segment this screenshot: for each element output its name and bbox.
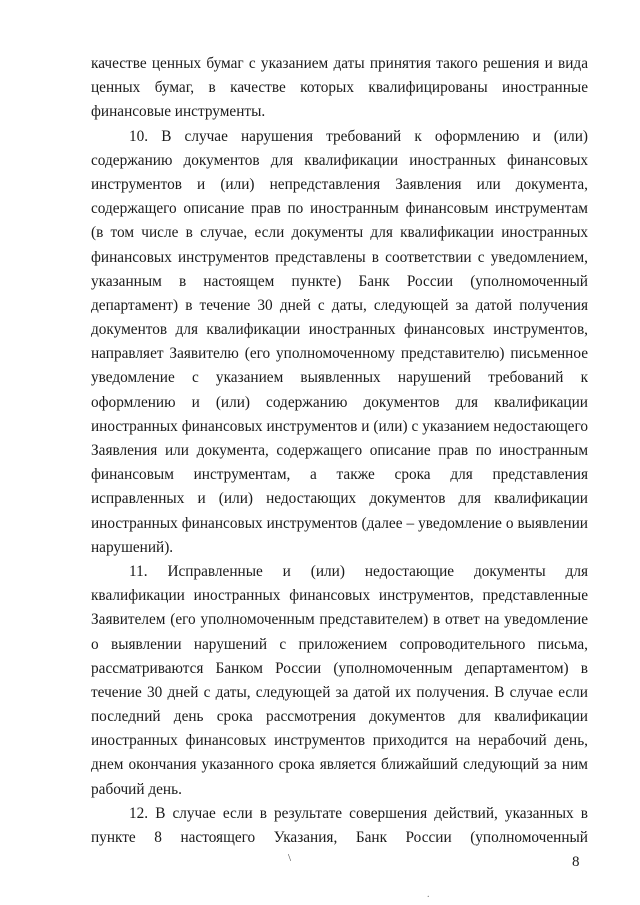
text-line: Заявления или документа, содержащего описание прав по иностранным xyxy=(91,442,588,459)
text-line: рабочий день. xyxy=(91,780,182,798)
text-line: иностранных финансовых инструментов и (или) с указанием недостающего xyxy=(91,417,588,435)
text-line: о выявлении нарушений с приложением сопроводительного письма, xyxy=(91,635,588,653)
text-line: финансовым инструментам, а также срока для представления xyxy=(91,466,588,484)
text-line: последний день срока рассмотрения документов для квалификации xyxy=(91,708,588,726)
text-line: (в том числе в случае, если документы для квалификации иностранных xyxy=(91,224,588,242)
text-line: инструментов и (или) непредставления Заявления или документа, xyxy=(91,175,588,193)
text-line: нарушений). xyxy=(91,538,174,556)
scan-mark: \ xyxy=(288,852,292,864)
page-number: 8 xyxy=(572,854,580,870)
text-line: качестве ценных бумаг с указанием даты принятия такого решения и вида xyxy=(91,55,588,72)
text-line: днем окончания указанного срока является ближайший следующий за ним xyxy=(91,756,588,774)
text-line: иностранных финансовых инструментов (далее – уведомление о выявлении xyxy=(91,514,588,532)
text-line: 10. В случае нарушения требований к оформлению и (или) xyxy=(129,127,588,145)
text-line: квалификации иностранных финансовых инструментов, представленные xyxy=(91,587,588,605)
text-line: оформлению и (или) содержанию документов для квалификации xyxy=(91,393,588,411)
document-body xyxy=(91,52,588,850)
text-line: иностранных финансовых инструментов приходится на нерабочий день, xyxy=(91,732,588,750)
text-line: финансовых инструментов представлены в соответствии с уведомлением, xyxy=(91,248,588,266)
scan-mark: . xyxy=(427,889,430,900)
text-line: содержащего описание прав по иностранным финансовым инструментам xyxy=(91,200,588,218)
text-line: исправленных и (или) недостающих документов для квалификации xyxy=(91,490,588,508)
text-line: финансовые инструменты. xyxy=(91,103,266,121)
text-line: Заявителем (его уполномоченным представителем) в ответ на уведомление xyxy=(91,611,588,629)
text-line: направляет Заявителю (его уполномоченному представителю) письменное xyxy=(91,345,588,363)
text-line: департамент) в течение 30 дней с даты, следующей за датой получения xyxy=(91,296,588,314)
text-line: содержанию документов для квалификации иностранных финансовых xyxy=(91,151,588,169)
text-line: уведомление с указанием выявленных нарушений требований к xyxy=(91,369,588,387)
text-line: ценных бумаг, в качестве которых квалифицированы иностранные xyxy=(91,79,588,97)
text-line: рассматриваются Банком России (уполномоченным департаментом) в xyxy=(91,659,588,677)
text-line: указанным в настоящем пункте) Банк России (уполномоченный xyxy=(91,272,588,290)
text-line: 11. Исправленные и (или) недостающие документы для xyxy=(129,562,588,580)
text-line: пункте 8 настоящего Указания, Банк России (уполномоченный xyxy=(91,829,588,846)
text-line: 12. В случае если в результате совершения действий, указанных в xyxy=(129,804,588,822)
text-line: документов для квалификации иностранных финансовых инструментов, xyxy=(91,321,588,339)
text-line: течение 30 дней с даты, следующей за датой их получения. В случае если xyxy=(91,683,588,701)
